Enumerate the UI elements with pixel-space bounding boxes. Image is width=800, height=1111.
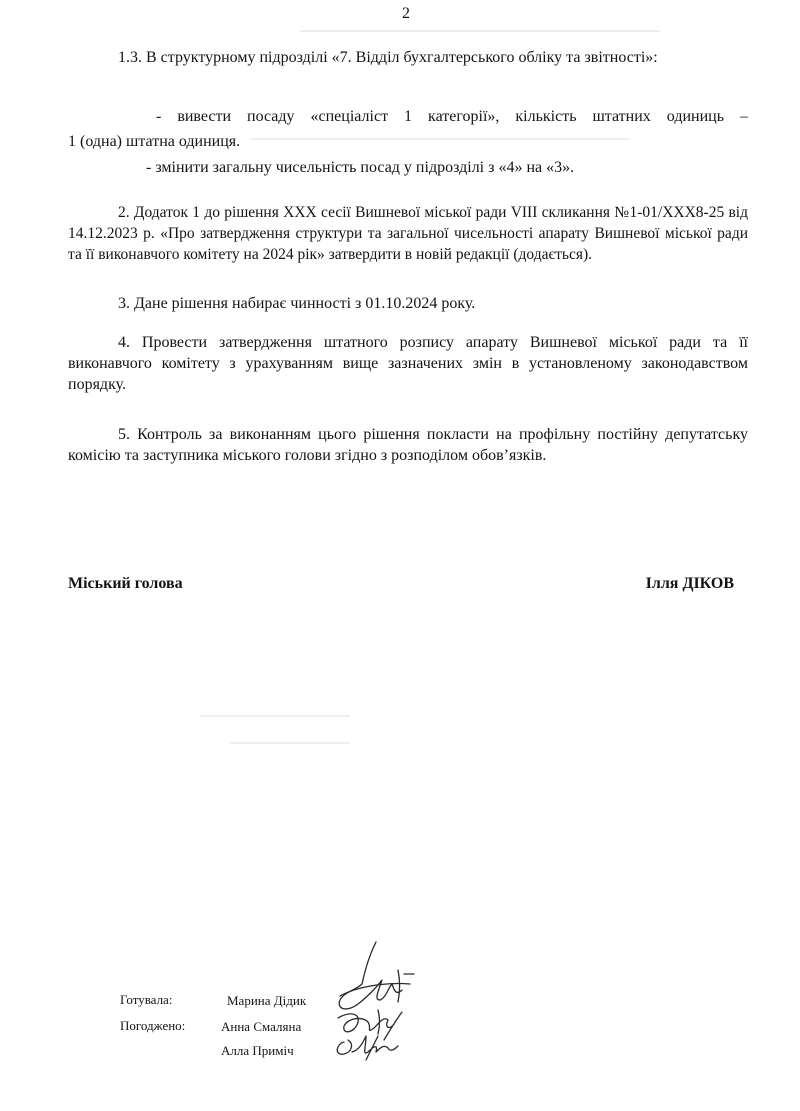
- agreed-name-2: Алла Приміч: [221, 1043, 294, 1058]
- item-3: 3. Дане рішення набирає чинності з 01.10.2024 року.: [118, 295, 476, 312]
- bleed-through-line: [200, 715, 350, 717]
- item-1-3-bullet-a-line1: - вивести посаду «спеціаліст 1 категорії», кількість штатних одиниць –: [156, 108, 748, 125]
- item-2: 2. Додаток 1 до рішення ХХХ сесії Вишневої міської ради VIII скликання №1-01/ХХХ8-25 від 14.12.2023 р. «Про затвердження структури та загальної чисельності апарату Вишневої міської ради та її виконавчого комітету на 2024 рік» затвердити в новій редакції (додається).: [68, 204, 748, 263]
- signatory-position: Міський голова: [68, 575, 183, 592]
- bleed-through-line: [300, 30, 660, 32]
- agreed-name-1: Анна Смаляна: [221, 1019, 302, 1034]
- bleed-through-line: [230, 742, 350, 744]
- item-1-3-bullet-a-line2: 1 (одна) штатна одиниця.: [68, 133, 241, 150]
- prepared-name: Марина Дідик: [227, 993, 307, 1008]
- page-number: 2: [402, 5, 410, 22]
- signatory-name: Ілля ДІКОВ: [645, 575, 734, 592]
- item-5: 5. Контроль за виконанням цього рішення покласти на профільну постійну депутатську комісію та заступника міського голови згідно з розподілом обов’язків.: [68, 426, 748, 464]
- item-4: 4. Провести затвердження штатного розпису апарату Вишневої міської ради та її виконавчого комітету з урахуванням вище зазначених змін в установленому законодавством порядку.: [68, 334, 748, 393]
- agreed-label: Погоджено:: [120, 1018, 186, 1033]
- item-1-3-bullet-b: - змінити загальну чисельність посад у підрозділі з «4» на «3».: [146, 159, 575, 176]
- handwritten-signatures: [318, 940, 428, 1070]
- bleed-through-line: [250, 138, 630, 140]
- prepared-label: Готувала:: [120, 992, 173, 1007]
- item-1-3: 1.3. В структурному підрозділі «7. Відділ бухгалтерського обліку та звітності»:: [118, 49, 658, 66]
